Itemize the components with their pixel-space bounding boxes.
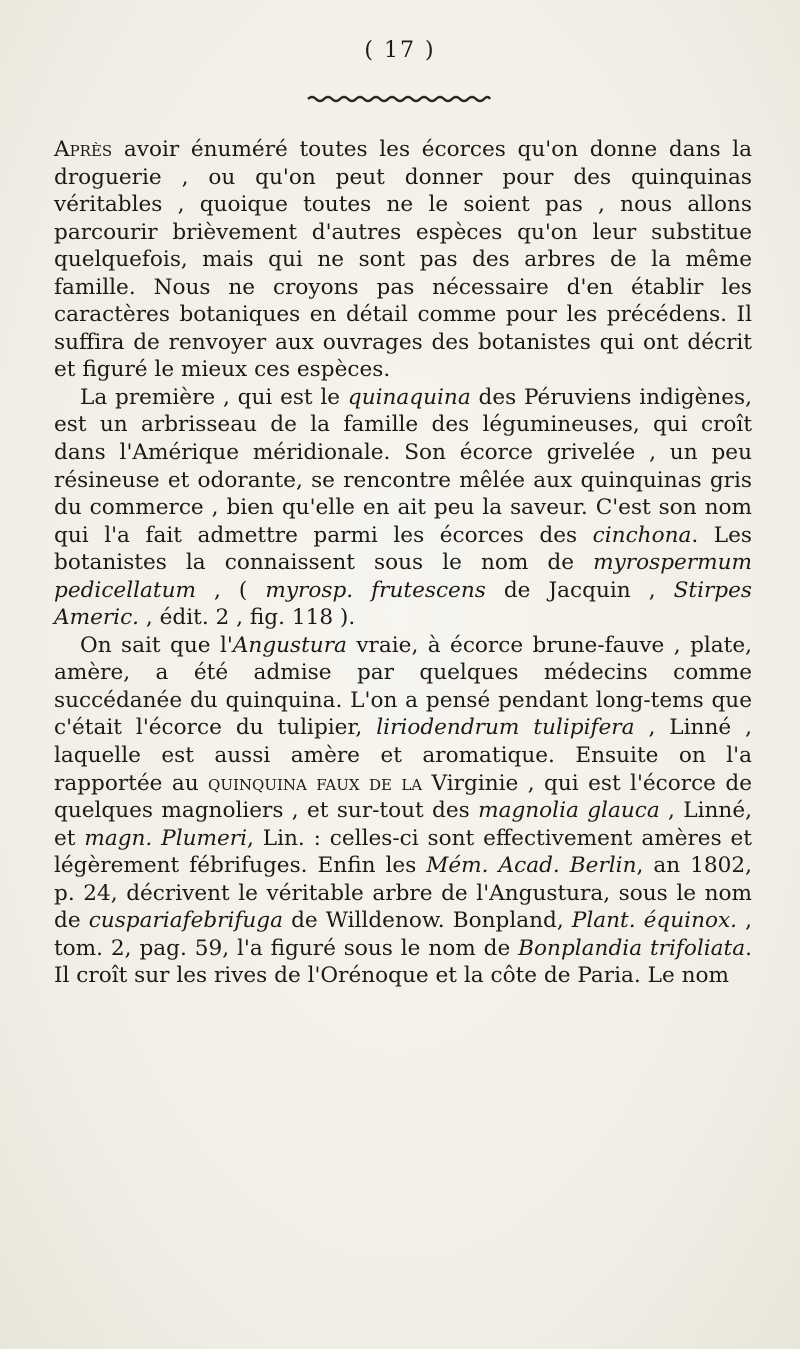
italic-term: liriodendrum tulipifera [376,715,635,741]
text-run: La première , qui est le [80,384,348,410]
italic-term: myrospermum pedicellatum [54,550,752,603]
text-run: des Péruviens indigènes, est un arbrisseau de la famille des légumineuses, qui croît dans l'Amérique méridionale. Son écorce grivelée , un peu résineuse et odorante, se rencontre mêlée aux quinquinas gris du commerce , bien qu'elle en ait peu la saveur. C'est son nom qui l'a fait admettre parmi les écorces des [54,384,752,548]
smallcaps-term: quinquina faux de la [208,770,423,796]
paragraph-2 [54,384,752,632]
text-run: vraie, à écorce brune-fauve , plate, amère, a été admise par quelques médecins comme succédanée du quinquina. L'on a pensé pendant long-tems que c'était l'écorce du tulipier, [54,632,752,741]
italic-term: Plant. équinox. [571,908,738,934]
text-run: , Linné , laquelle est aussi amère et aromatique. Ensuite on l'a rapportée au [54,715,752,796]
text-run: On sait que l' [80,632,233,658]
text-run: , Lin. : celles-ci sont effectivement amères et légèrement fébrifuges. Enfin les [54,825,752,879]
italic-term: quinaquina [347,384,471,410]
text-run: . Les botanistes la connaissent sous le nom de [54,522,752,576]
text-run: . Il croît sur les rives de l'Orénoque et la côte de Paria. Le nom [54,935,752,989]
text-run: de Jacquin , [485,577,674,603]
text-run: , an 1802, p. 24, décrivent le véritable arbre de l'Angustura, sous le nom de [54,853,752,934]
italic-term: Angustura [232,632,347,658]
italic-term: Bonplandia trifoliata [518,935,746,961]
text-run: , édit. 2 , fig. 118 ). [139,605,356,631]
text-run: de Willdenow. Bonpland, [283,908,572,934]
page-number: ( 17 ) [364,38,436,63]
italic-term: magnolia glauca [478,798,660,824]
paragraph-3 [54,632,752,990]
text-run: , ( [195,577,266,603]
body-text [54,136,752,990]
drop-lead-word: Après [54,137,113,162]
italic-term: myrosp. frutescens [265,577,486,603]
ornamental-rule [306,94,492,104]
paragraph-1-text: avoir énuméré toutes les écorces qu'on donne dans la droguerie , ou qu'on peut donner pour des quinquinas véritables , quoique toutes ne le soient pas , nous allons parcourir brièvement d'autres espèces qu'on leur substitue quelquefois, mais qui ne sont pas des arbres de la même famille. Nous ne croyons pas nécessaire d'en établir les caractères botaniques en détail comme pour les précédens. Il suffira de renvoyer aux ouvrages des botanistes qui ont décrit et figuré le mieux ces espèces. [54,137,752,383]
italic-term: cinchona [592,522,692,548]
italic-term: Mém. Acad. Berlin [426,853,637,879]
italic-term: magn. Plumeri [84,825,247,851]
italic-term: Stirpes Americ. [54,577,752,631]
paragraph-1 [54,136,752,384]
text-run: Virginie , qui est l'écorce de quelques magnoliers , et sur-tout des [54,770,752,824]
text-run: , Linné, et [54,798,752,851]
italic-term: cuspariafebrifuga [88,908,284,934]
text-run: , tom. 2, pag. 59, l'a figuré sous le nom de [54,908,752,961]
